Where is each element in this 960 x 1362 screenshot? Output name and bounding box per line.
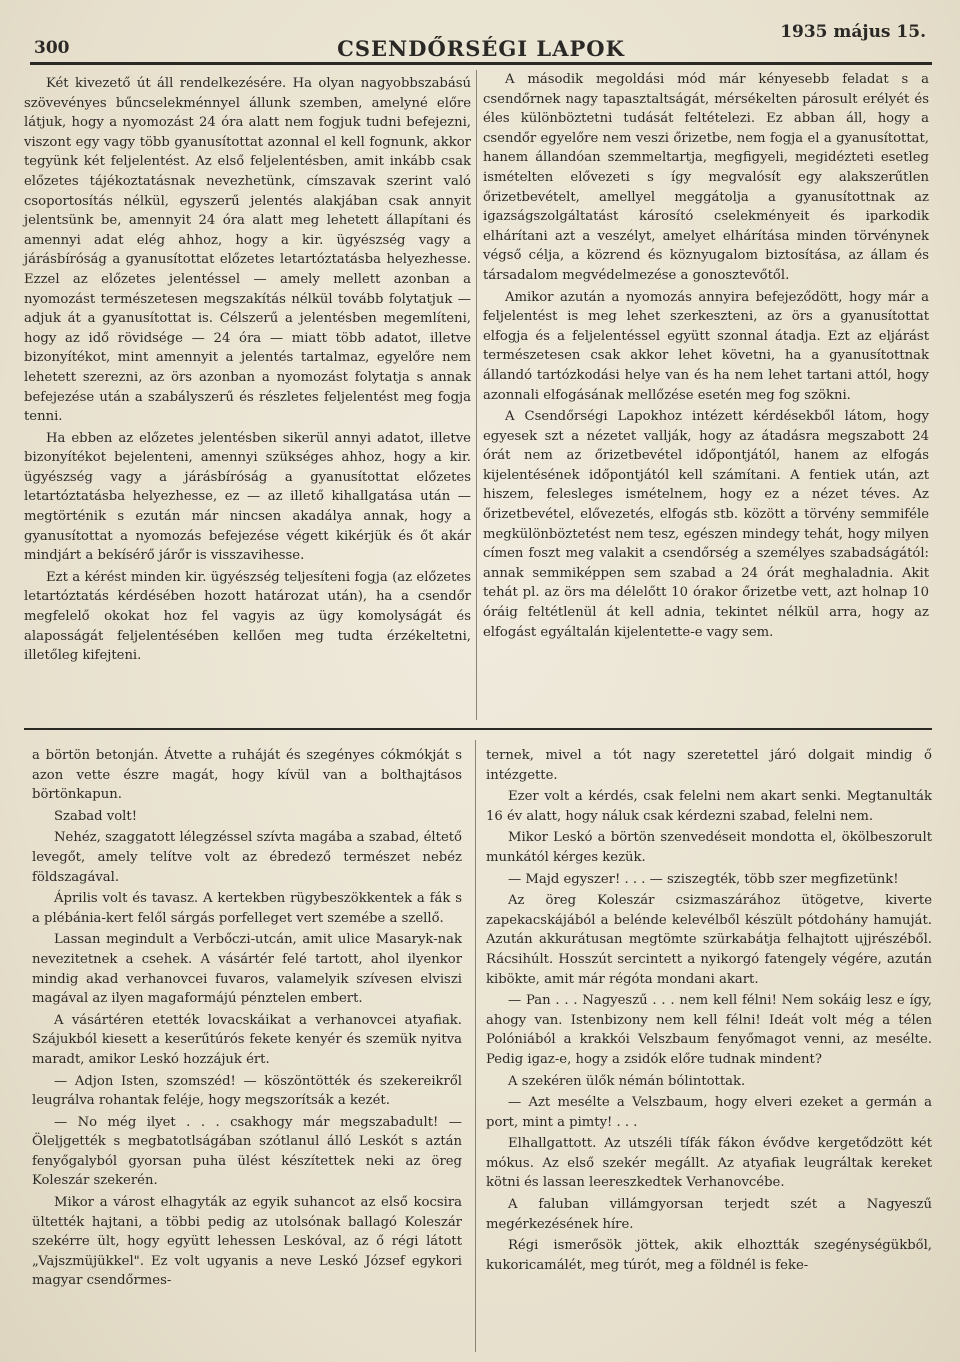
paragraph: — Pan . . . Nagyeszű . . . nem kell félni! Nem sokáig lesz e így, ahogy van. Istenbizony nem kell félni! Ideát volt még a télen Polóniából a krakkói Velszbaum fenyőmagot venni, az mesélte. Pedig igaz-e, hogy a zsidók előre tudnak mindent? [486, 993, 932, 1067]
column-divider-top [476, 70, 477, 720]
paragraph: A faluban villámgyorsan terjedt szét a Nagyeszű megérkezésének híre. [486, 1197, 932, 1232]
article-column-top-left [24, 74, 471, 668]
paragraph: a börtön betonján. Átvette a ruháját és szegényes cókmókját s azon vette észre magát, hogy kívül van a bolthajtásos börtönkapun. [32, 748, 462, 803]
column-divider-bottom [475, 740, 476, 1352]
paragraph: — Majd egyszer! . . . — sziszegték, több szer megfizetünk! [508, 871, 899, 887]
page-header [30, 22, 932, 65]
article-column-top-right [483, 70, 929, 644]
paragraph: Szabad volt! [54, 808, 137, 824]
story-column-bottom-right [486, 746, 932, 1277]
paragraph: Mikor Leskó a börtön szenvedéseit mondotta el, ökölbeszorult munkától kérges kezük. [486, 830, 932, 865]
page-number: 300 [34, 38, 70, 58]
paragraph: Két kivezető út áll rendelkezésére. Ha olyan nagyobbszabású szövevényes bűncselekménnyel állunk szemben, amelyné előre látjuk, hogy a nyomozást 24 óra alatt nem fogjuk tudni befejezni, viszont egy vagy több gyanusítottat azonnal el kell fognunk, akkor tegyünk két feljelentést. Az első feljelentésben, amit inkább csak előzetes tájékoztatásnak nevezhetünk, címszavak szerint való csoportosítás nélkül, egyszerű jelentés alakjában csak annyit jelentsünk be, amennyit 24 óra alatt meg lehetett állapítani és amennyi adat elég ahhoz, hogy a kir. ügyészség vagy a járásbíróság a gyanusítottat előzetes letartóztatásba helyezhesse. Ezzel az előzetes jelentéssel — amely mellett azonban a nyomozást természetesen megszakítás nélkül tovább folytatjuk — adjuk át a gyanusítottat is. Célszerű a jelentésben megemlíteni, hogy az idő rövidsége — 24 óra — miatt több adatot, illetve bizonyítékot, mint amennyit a jelentés tartalmaz, egyelőre nem lehetett szerezni, az örs azonban a nyomozást folytatja s annak befejezése után a szabályszerű és részletes feljelentést meg fogja tenni. [24, 76, 471, 425]
issue-date: 1935 május 15. [780, 22, 926, 42]
paragraph: A Csendőrségi Lapokhoz intézett kérdésekből látom, hogy egyesek szt a nézetet vallják, hogy az átadásra megszabott 24 órát nem az őrizetbevétel időpontjától, hanem az elfogás kijelentésének időpontjától kell számítani. A fentiek után, azt hiszem, felesleges ismételnem, hogy ez a nézet téves. Az őrizetbevétel, elővezetés, elfogás stb. között a törvény semmiféle megkülönböztetést nem tesz, egészen mindegy tehát, hogy milyen címen foszt meg valakit a csendőrség a személyes szabadságától: annak semmiképpen sem szabad a 24 órát meghaladnia. Akit tehát pl. az örs ma délelőtt 10 órakor őrizetbe vett, azt holnap 10 óráig feltétlenül át kell adnia, tekintet nélkül arra, hogy az elfogást egyáltalán kijelentette-e vagy sem. [483, 409, 929, 640]
paragraph: Amikor azután a nyomozás annyira befejeződött, hogy már a feljelentést is meg lehet szerkeszteni, az örs a gyanusítottat elfogja és a feljelentéssel együtt szonnal átadja. Ezt az eljárást természetesen csak akkor lehet követni, ha a gyanusítottnak állandó tartózkodási helye van és ha nem lehet tartani attól, hogy azonnali elfogásának mellőzése esetén meg fog szökni. [483, 289, 929, 403]
paragraph: Lassan megindult a Verbőczi-utcán, amit ulice Masaryk-nak nevezitetnek a csehek. A vásártér felé tartott, ahol ilyenkor mindig akad verhanovcei fuvaros, valamelyik szívesen elviszi magával az ilyen magaformájú pénztelen embert. [32, 932, 462, 1007]
story-column-bottom-left [32, 746, 462, 1293]
paragraph: Ezt a kérést minden kir. ügyészség teljesíteni fogja (az előzetes letartóztatás kérdésében hozott határozat után), ha a csendőr megfelelő okokat hoz fel vagyis az ügy komolyságát és alaposságát feljelentésében kellően meg tudta érzékeltetni, illetőleg kifejteni. [24, 569, 471, 664]
paragraph: — No még ilyet . . . csakhogy már megszabadult! — Öleljgették s megbatotlságában szótlanul álló Leskót s aztán fenyőgalyból gyorsan puha ülést készítettek neki az öreg Koleszár szekerén. [32, 1114, 462, 1189]
paragraph: A második megoldási mód már kényesebb feladat s a csendőrnek nagy tapasztaltságát, mérsékelten párosult erélyét és éles különböztetni tudását feltételezi. Ez abban áll, hogy a csendőr egyelőre nem veszi őrizetbe, nem fogja el a gyanusítottat, hanem állandóan szemmeltartja, megfigyeli, megidézteti esetleg ismételten elővezeti s így megvalósít egy alakszerűtlen őrizetbevételt, amellyel meggátolja a gyanusítottnak az igazságszolgáltatást károsító cselekményeit és iparkodik elhárítani azt a veszélyt, amelyet elhárítása minden törvénynek végső célja, a közrend és köznyugalom biztosítása, az állam és társadalom megvédelmezése a gonosztevőtől. [483, 72, 929, 283]
paragraph: Mikor a várost elhagyták az egyik suhancot az első kocsira ültették hajtani, a többi pedig az utolsónak ballagó Koleszár szekérre ült, hogy együtt lehessen Leskóval, az ő régi látott „Vajszmüjükkel". Ez volt ugyanis a neve Leskó József egykori magyar csendőrmes- [32, 1195, 462, 1289]
paragraph: Április volt és tavasz. A kertekben rügybeszökkentek a fák s a plébánia-kert felől sárgás porfelleget vert szemébe a szellő. [32, 891, 462, 926]
paragraph: ternek, mivel a tót nagy szeretettel járó dolgait mindig ő intézgette. [486, 748, 932, 783]
section-divider [24, 728, 932, 730]
paragraph: — Azt mesélte a Velszbaum, hogy elveri ezeket a germán a port, mint a pimty! . . . [486, 1095, 932, 1130]
paragraph: Nehéz, szaggatott lélegzéssel szívta magába a szabad, éltető levegőt, amely telítve volt az ébredező természet nebéz földszagával. [32, 830, 462, 885]
paragraph: A szekéren ülők némán bólintottak. [508, 1073, 746, 1089]
paragraph: Ezer volt a kérdés, csak felelni nem akart senki. Megtanulták 16 év alatt, hogy náluk csak kérdezni szabad, felelni nem. [486, 789, 932, 824]
paragraph: — Adjon Isten, szomszéd! — köszöntötték és szekereikről leugrálva rohantak feléje, hogy megszorítsák a kezét. [32, 1073, 462, 1109]
publication-title: CSENDŐRSÉGI LAPOK [337, 36, 625, 61]
paragraph: A vásártéren etették lovacskáikat a verhanovcei atyafiak. Szájukból kiesett a keserűtúrós fekete kenyér és szemük nyitva maradt, amikor Leskó hozzájuk ért. [32, 1012, 462, 1067]
paragraph: Régi ismerősök jöttek, akik elhoztták szegénységükből, kukoricamálét, meg túrót, meg a földnél is feke- [486, 1238, 932, 1273]
paragraph: Az öreg Koleszár csizmaszárához ütögetve, kiverte zapekacskájából a belénde kelevélből készült pótdohány hamuját. Azután akkurátusan megtömte szürkabátja felhajtott ujjrészéből. Rácsihúlt. Hosszút sercintett a nyikorgó fatengely végére, azután kibökte, amit már régóta mondani akart. [486, 893, 932, 987]
paragraph: Elhallgattott. Az utszéli tífák fákon évődve kergetődzött két mókus. Az első szekér megállt. Az atyafiak leugráltak kereket kötni és lassan leereszkedtek Verhanovcébe. [486, 1136, 932, 1191]
paragraph: Ha ebben az előzetes jelentésben sikerül annyi adatot, illetve bizonyítékot bejelenteni, amennyi szükséges ahhoz, hogy a kir. ügyészség vagy a járásbíróság a gyanusítottat előzetes letartóztatásba helyezhesse, ez — az illető kihallgatása után — megtörténik s ezután már nincsen akadálya annak, hogy a gyanusítottat a nyomozás befejezése végett kikérjük és őt akár mindjárt a bekísérő járőr is visszavihesse. [24, 430, 471, 564]
